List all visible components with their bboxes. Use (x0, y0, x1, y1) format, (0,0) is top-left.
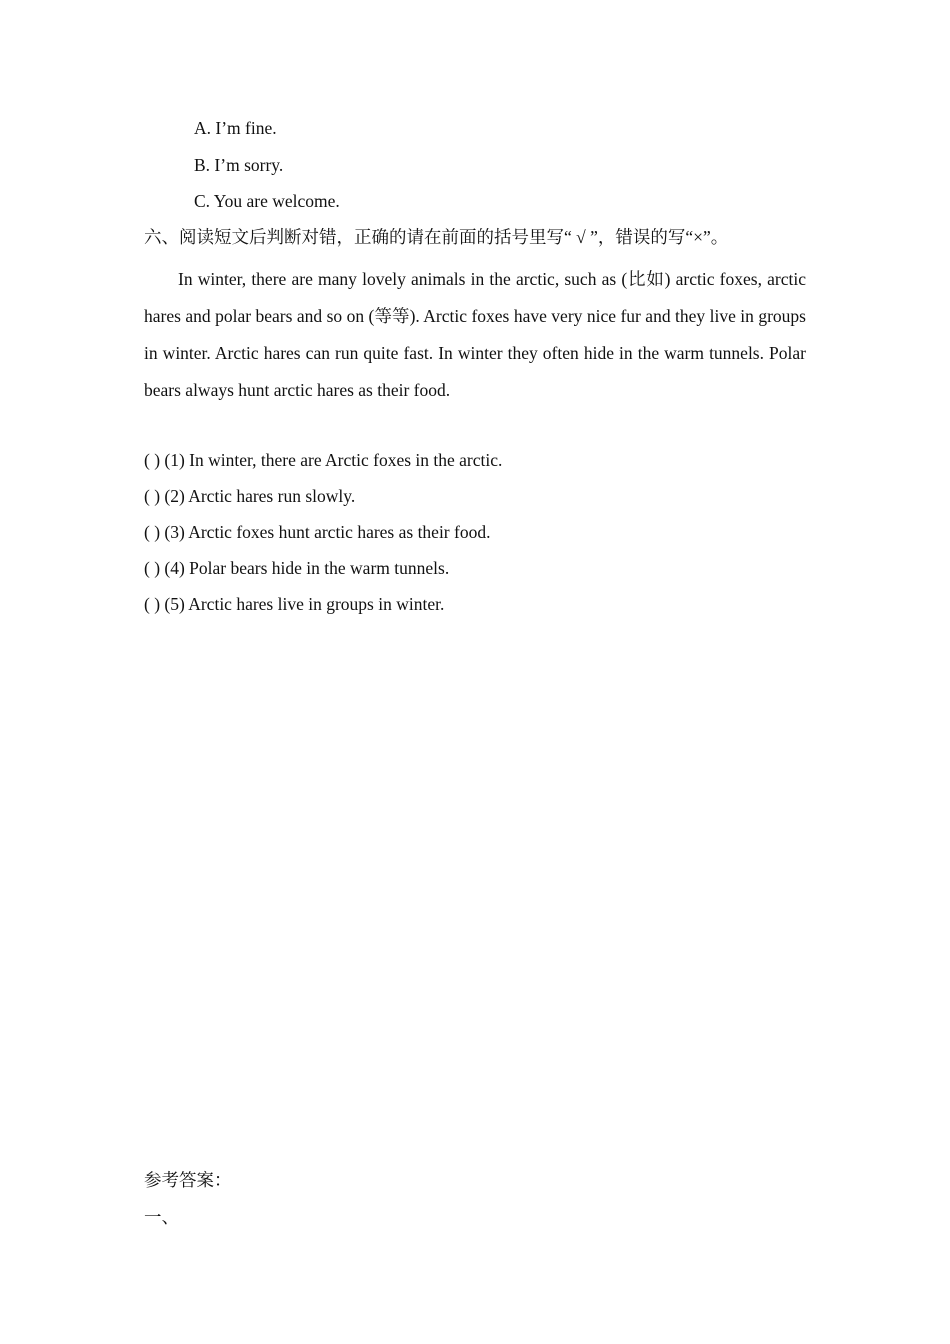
option-a: A. I’m fine. (194, 118, 277, 138)
option-b: B. I’m sorry. (194, 155, 284, 175)
question-4: ( ) (4) Polar bears hide in the warm tunnels. (144, 558, 450, 578)
question-5: ( ) (5) Arctic hares live in groups in winter. (144, 594, 445, 614)
section6-heading: 六、阅读短文后判断对错，正确的请在前面的括号里写“ √ ”，错误的写“×”。 (144, 227, 729, 247)
answers-heading: 参考答案： (144, 1170, 232, 1190)
option-c: C. You are welcome. (194, 191, 340, 211)
answers-section1: 一、 (144, 1207, 179, 1227)
reading-passage: In winter, there are many lovely animals in the arctic, such as (比如) arctic foxes, arctic hares and polar bears and so on (等等). Arctic foxes have very nice fur and they live in groups in winter. Arctic hares can run quite fast. In winter they often hide in the warm tunnels. Polar bears always hunt arctic hares as their food. (144, 269, 806, 400)
question-3: ( ) (3) Arctic foxes hunt arctic hares as their food. (144, 522, 491, 542)
question-1: ( ) (1) In winter, there are Arctic foxes in the arctic. (144, 450, 503, 470)
question-2: ( ) (2) Arctic hares run slowly. (144, 486, 356, 506)
